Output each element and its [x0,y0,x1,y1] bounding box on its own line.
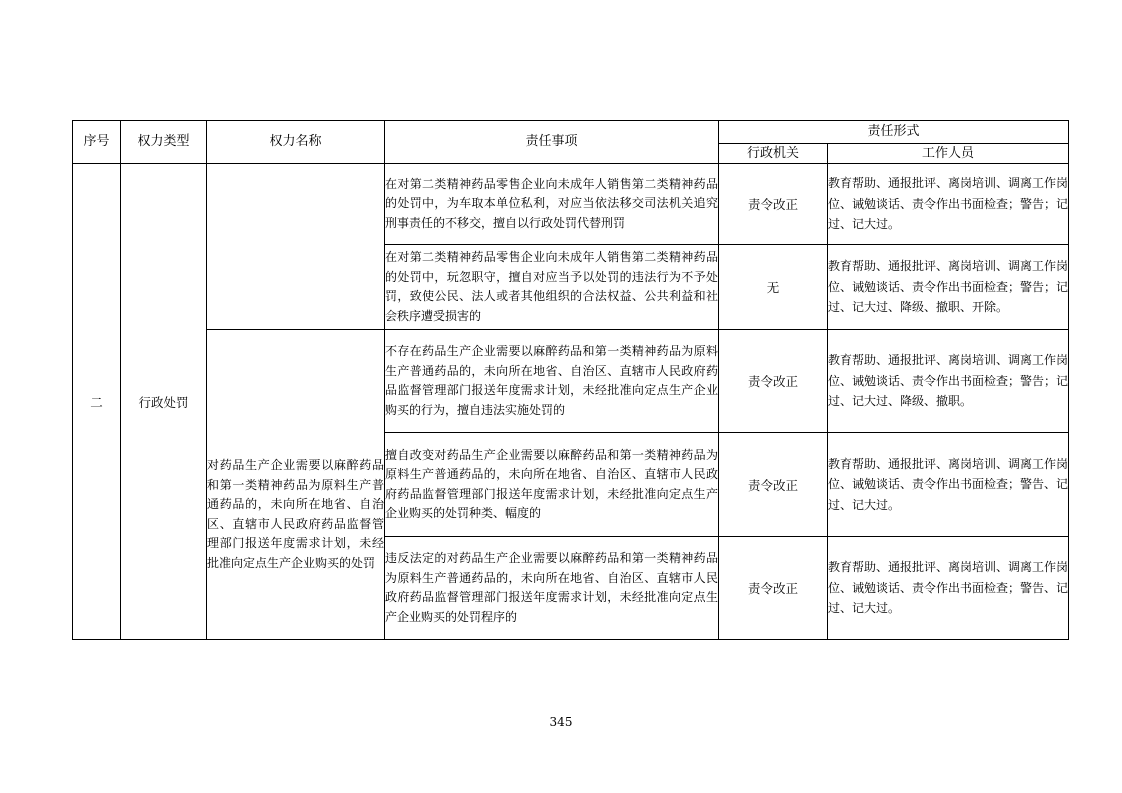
org-cell: 责令改正 [719,433,828,537]
header-responsibility: 责任事项 [385,121,719,164]
page-number: 345 [549,715,573,729]
staff-cell: 教育帮助、通报批评、离岗培训、调离工作岗位、诫勉谈话、责令作出书面检查；警告；记过、记大过。 [828,164,1069,245]
header-seq: 序号 [73,121,121,164]
responsibility-item: 不存在药品生产企业需要以麻醉药品和第一类精神药品为原料生产普通药品的，未向所在地省、自治区、直辖市人民政府药品监督管理部门报送年度需求计划，未经批准向定点生产企业购买的行为，擅自违法实施处罚的 [385,330,719,433]
org-cell: 责令改正 [719,164,828,245]
responsibility-item: 违反法定的对药品生产企业需要以麻醉药品和第一类精神药品为原料生产普通药品的，未向所在地省、自治区、直辖市人民政府药品监督管理部门报送年度需求计划，未经批准向定点生产企业购买的处罚程序的 [385,537,719,640]
header-power-type: 权力类型 [121,121,207,164]
header-org: 行政机关 [719,144,828,164]
org-cell: 无 [719,245,828,330]
header-form: 责任形式 [719,121,1069,144]
staff-cell: 教育帮助、通报批评、离岗培训、调离工作岗位、诫勉谈话、责令作出书面检查；警告、记过、记大过。 [828,433,1069,537]
responsibility-item: 在对第二类精神药品零售企业向未成年人销售第二类精神药品的处罚中，为车取本单位私利，对应当依法移交司法机关追究刑事责任的不移交，擅自以行政处罚代替刑罚 [385,164,719,245]
table-row [73,164,1069,245]
org-cell: 责令改正 [719,330,828,433]
power-type-cell: 行政处罚 [121,164,207,640]
power-name-cell-empty [207,164,385,330]
table-row [73,330,1069,433]
header-staff: 工作人员 [828,144,1069,164]
staff-cell: 教育帮助、通报批评、离岗培训、调离工作岗位、诫勉谈话、责令作出书面检查；警告；记过、记大过、降级、撤职。 [828,330,1069,433]
staff-cell: 教育帮助、通报批评、离岗培训、调离工作岗位、诫勉谈话、责令作出书面检查；警告；记过、记大过、降级、撤职、开除。 [828,245,1069,330]
responsibility-item: 在对第二类精神药品零售企业向未成年人销售第二类精神药品的处罚中，玩忽职守，擅自对应当予以处罚的违法行为不予处罚，致使公民、法人或者其他组织的合法权益、公共利益和社会秩序遭受损害的 [385,245,719,330]
responsibility-item: 擅自改变对药品生产企业需要以麻醉药品和第一类精神药品为原料生产普通药品的，未向所在地省、自治区、直辖市人民政府药品监督管理部门报送年度需求计划，未经批准向定点生产企业购买的处罚种类、幅度的 [385,433,719,537]
responsibility-table [72,120,1069,640]
staff-cell: 教育帮助、通报批评、离岗培训、调离工作岗位、诫勉谈话、责令作出书面检查；警告、记过、记大过。 [828,537,1069,640]
seq-cell: 二 [73,164,121,640]
power-name-text: 对药品生产企业需要以麻醉药品和第一类精神药品为原料生产普通药品的，未向所在地省、自治区、直辖市人民政府药品监督管理部门报送年度需求计划，未经批准向定点生产企业购买的处罚 [207,458,384,570]
org-cell: 责令改正 [719,537,828,640]
header-power-name: 权力名称 [207,121,385,164]
power-name-cell [207,330,385,640]
